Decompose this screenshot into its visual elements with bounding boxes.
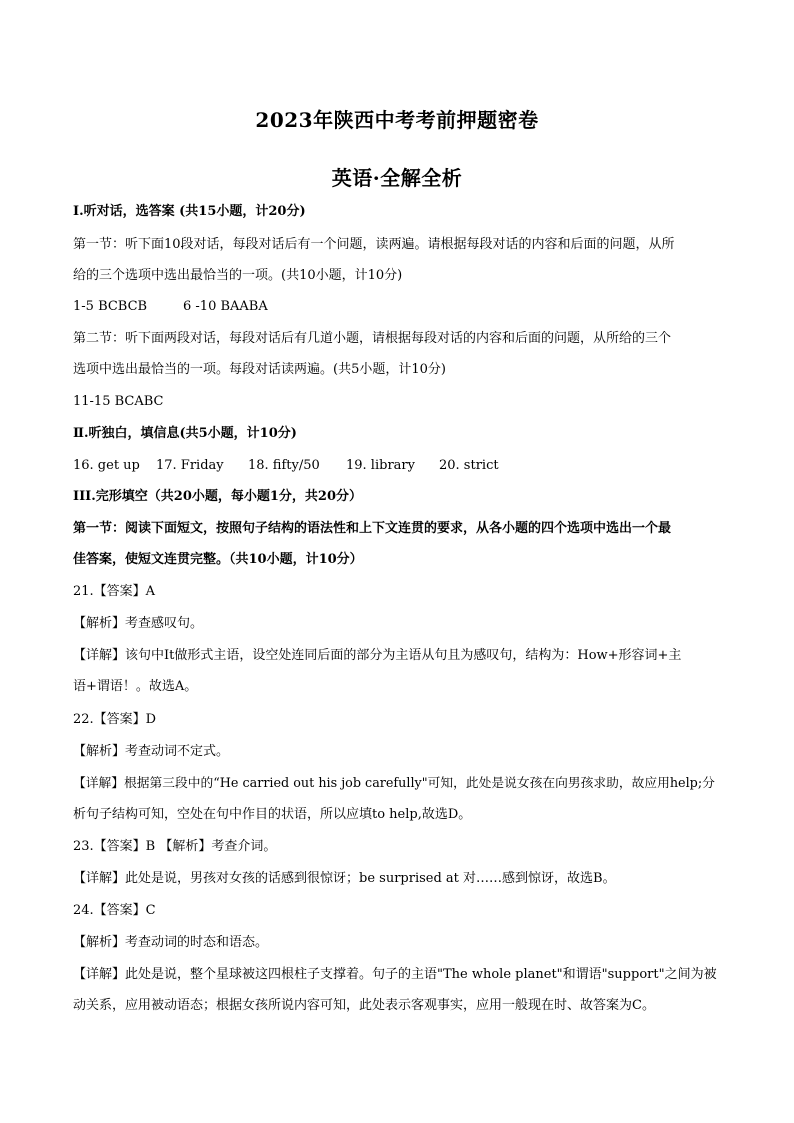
section3-part1-text: 第一节：阅读下面短文，按照句子结构的语法性和上下文连贯的要求，从各小题的四个选项中选出一个最 bbox=[73, 521, 672, 536]
section2-answers-row bbox=[73, 457, 499, 475]
section1-part2-text: 选项中选出最恰当的一项。每段对话读两遍。(共5小题，计10分) bbox=[73, 362, 446, 377]
document-title: 2023年陕西中考考前押题密卷 bbox=[255, 108, 539, 132]
q21-answer: 21.【答案】A bbox=[73, 584, 156, 599]
q21-analysis: 【解析】考查感叹句。 bbox=[73, 616, 204, 631]
section3-part1-text: 佳答案，使短文连贯完整。（共10小题，计10分） bbox=[73, 552, 363, 567]
section2-heading: Ⅱ.听独白，填信息(共5小题，计10分) bbox=[73, 426, 297, 441]
answer-item: 18. fifty/50 bbox=[248, 458, 320, 473]
q22-detail: 【详解】根据第三段中的“He carried out his job carefully"可知，此处是说女孩在向男孩求助，故应用help;分 bbox=[73, 776, 715, 791]
answer-item: 20. strict bbox=[439, 458, 499, 473]
answer-item: 19. library bbox=[346, 458, 415, 473]
q23-detail: 【详解】此处是说，男孩对女孩的话感到很惊讶；be surprised at 对……感到惊讶，故选B。 bbox=[73, 871, 616, 886]
section1-part1-text: 给的三个选项中选出最恰当的一项。(共10小题，计10分) bbox=[73, 268, 403, 283]
q24-answer: 24.【答案】C bbox=[73, 903, 156, 918]
section3-heading: III.完形填空（共20小题，每小题1分，共20分） bbox=[73, 489, 362, 504]
q24-analysis: 【解析】考查动词的时态和语态。 bbox=[73, 935, 269, 950]
q24-detail: 动关系，应用被动语态；根据女孩所说内容可知，此处表示客观事实，应用一般现在时、故答案为C。 bbox=[73, 998, 655, 1013]
section1-part2-text: 第二节：听下面两段对话，每段对话后有几道小题，请根据每段对话的内容和后面的问题，从所给的三个 bbox=[73, 331, 672, 346]
section1-part1-text: 第一节：听下面10段对话，每段对话后有一个问题，读两遍。请根据每段对话的内容和后面的问题，从所 bbox=[73, 237, 675, 252]
document-subtitle: 英语·全解全析 bbox=[331, 166, 463, 190]
q22-analysis: 【解析】考查动词不定式。 bbox=[73, 744, 230, 759]
answer-item: 17. Friday bbox=[156, 458, 224, 473]
q24-detail: 【详解】此处是说，整个星球被这四根柱子支撑着。句子的主语"The whole planet"和谓语"support"之间为被 bbox=[73, 967, 717, 982]
answer-item: 16. get up bbox=[73, 458, 140, 473]
q21-detail: 【详解】该句中It做形式主语，设空处连同后面的部分为主语从句且为感叹句，结构为：How+形容词+主 bbox=[73, 648, 682, 663]
section1-answers-row bbox=[73, 298, 268, 316]
section1-answers-row-2: 11-15 BCABC bbox=[73, 394, 164, 409]
answer-group: 6 -10 BAABA bbox=[183, 299, 268, 314]
q23-answer: 23.【答案】B 【解析】考查介词。 bbox=[73, 839, 277, 854]
answer-group: 1-5 BCBCB bbox=[73, 299, 148, 314]
q21-detail: 语+谓语！。故选A。 bbox=[73, 679, 198, 694]
q22-answer: 22.【答案】D bbox=[73, 712, 157, 727]
q22-detail: 析句子结构可知，空处在句中作目的状语，所以应填to help,故选D。 bbox=[73, 807, 472, 822]
section1-heading: Ⅰ.听对话，选答案 (共15小题，计20分) bbox=[73, 204, 306, 219]
